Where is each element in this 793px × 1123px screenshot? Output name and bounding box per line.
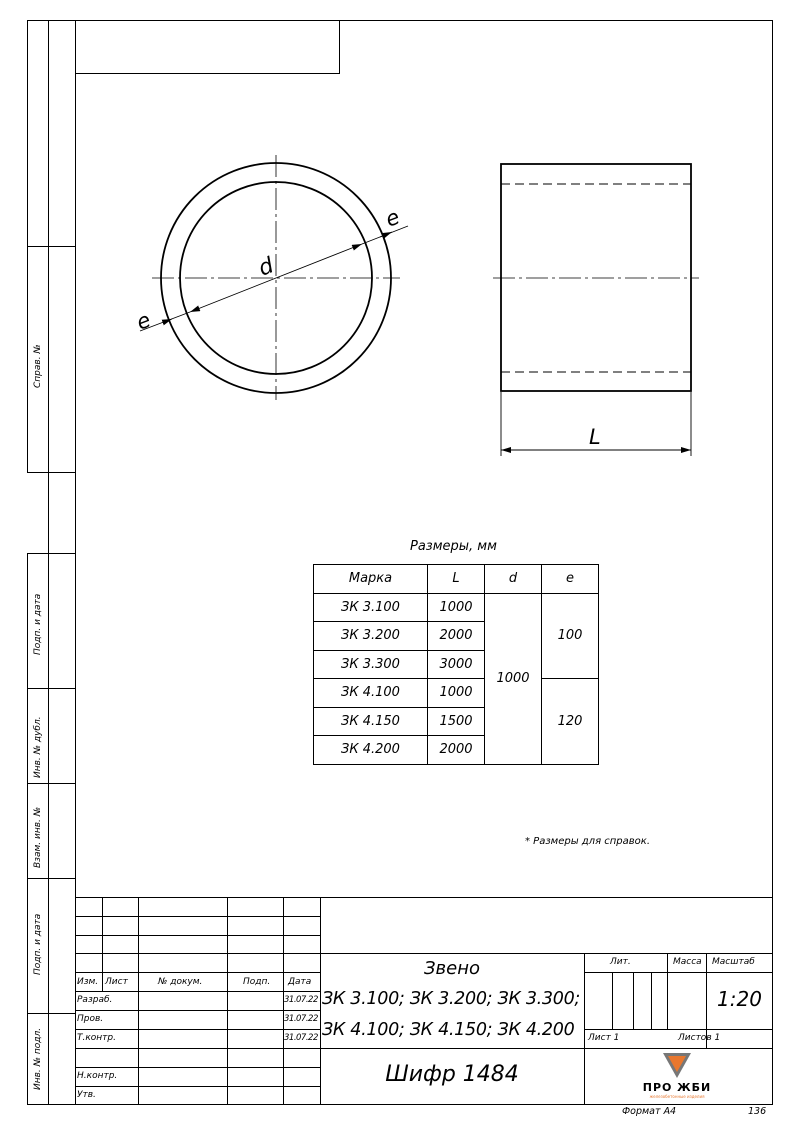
side-label-inv-podl: Инв. № подл.: [33, 1027, 43, 1090]
lit-label: Лит.: [610, 957, 631, 967]
side-label-inv-dubl: Инв. № дубл.: [33, 716, 43, 778]
logo-text: ПРО ЖБИ: [642, 1081, 712, 1094]
page-number: 136: [748, 1106, 767, 1117]
role-tkontr: Т.контр.: [77, 1033, 117, 1043]
reference-note: * Размеры для справок.: [525, 836, 651, 847]
side-label-podp-1: Подп. и дата: [33, 593, 43, 655]
wall-label-top: e: [382, 204, 403, 232]
side-label-vzam: Взам. инв. №: [33, 806, 43, 868]
side-rectangle: [501, 164, 691, 391]
d-value: 1000: [485, 593, 542, 764]
marks-line-2: ЗК 4.100; ЗК 4.150; ЗК 4.200: [322, 1020, 575, 1040]
scale-value: 1:20: [717, 987, 762, 1011]
format-label: Формат А4: [622, 1106, 677, 1117]
col-data: Дата: [288, 977, 312, 987]
technical-drawing: [0, 0, 793, 560]
role-prov: Пров.: [77, 1014, 104, 1024]
company-logo-icon: [662, 1052, 692, 1080]
mass-label: Масса: [673, 957, 702, 967]
header-d: d: [485, 565, 542, 594]
role-utv: Утв.: [77, 1090, 96, 1100]
col-dokum: № докум.: [158, 977, 203, 987]
table-row: ЗК 3.300 3000: [314, 650, 599, 679]
col-izm: Изм.: [77, 977, 99, 987]
length-label: L: [589, 425, 601, 449]
e-value-1: 100: [542, 593, 599, 679]
col-podp: Подп.: [243, 977, 271, 987]
role-razrab: Разраб.: [77, 995, 113, 1005]
cipher: Шифр 1484: [385, 1062, 519, 1087]
date-razrab: 31.07.22: [284, 995, 318, 1005]
col-list: Лист: [105, 977, 128, 987]
header-L: L: [428, 565, 485, 594]
e-value-2: 120: [542, 679, 599, 765]
date-tkontr: 31.07.22: [284, 1033, 318, 1043]
table-row: ЗК 4.200 2000: [314, 736, 599, 765]
dimensions-table: [313, 564, 599, 765]
pipe-side-view: [493, 164, 699, 456]
table-row: ЗК 3.100 1000 1000 100: [314, 593, 599, 622]
wall-label-bottom: e: [133, 307, 154, 335]
table-row: ЗК 3.200 2000: [314, 622, 599, 651]
table-row: ЗК 4.150 1500: [314, 707, 599, 736]
header-e: e: [542, 565, 599, 594]
header-mark: Марка: [314, 565, 428, 594]
side-label-sprav: Справ. №: [33, 344, 43, 388]
role-nkontr: Н.контр.: [77, 1071, 118, 1081]
table-row: ЗК 4.100 1000 120: [314, 679, 599, 708]
sheet-count: Листов 1: [678, 1033, 721, 1043]
sheet-number: Лист 1: [588, 1033, 620, 1043]
diameter-label: d: [255, 253, 278, 282]
scale-label: Масштаб: [712, 957, 755, 967]
date-prov: 31.07.22: [284, 1014, 318, 1024]
side-label-podp-2: Подп. и дата: [33, 913, 43, 975]
logo-subtext: железобетонные изделия: [649, 1094, 705, 1099]
marks-line-1: ЗК 3.100; ЗК 3.200; ЗК 3.300;: [322, 989, 581, 1009]
product-name: Звено: [423, 958, 480, 979]
table-title: Размеры, мм: [410, 539, 497, 554]
